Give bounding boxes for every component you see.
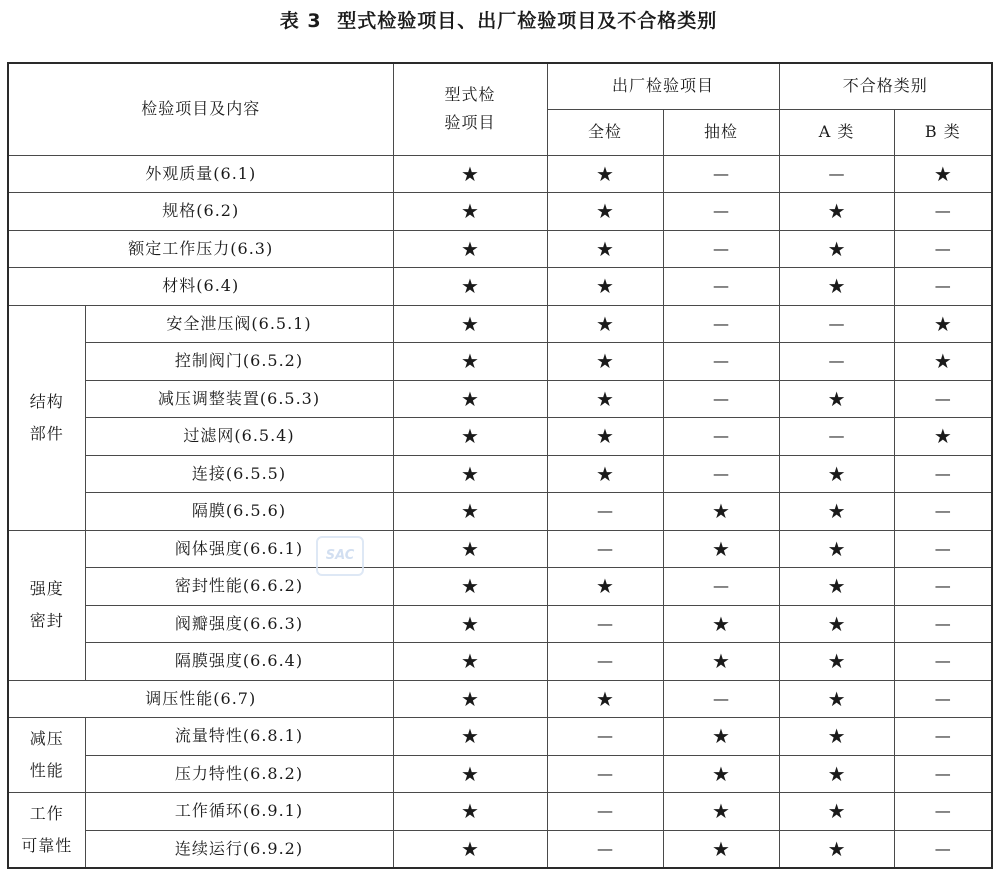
- table-title: [0, 6, 997, 36]
- full-inspection-cell: ★: [547, 305, 663, 343]
- group-label-line: 可靠性: [21, 835, 73, 855]
- item-name: 调压性能(6.7): [8, 680, 393, 718]
- class-a-cell: ★: [779, 455, 894, 493]
- sac-watermark: SAC: [316, 536, 364, 576]
- sample-inspection-cell: —: [663, 568, 779, 606]
- full-inspection-cell: —: [547, 793, 663, 831]
- item-name: 安全泄压阀(6.5.1): [85, 305, 393, 343]
- sample-inspection-cell: ★: [663, 718, 779, 756]
- full-inspection-cell: —: [547, 755, 663, 793]
- class-a-cell: ★: [779, 268, 894, 306]
- type-test-cell: ★: [393, 793, 547, 831]
- class-b-cell: —: [894, 605, 992, 643]
- group-label-work: [8, 793, 85, 868]
- item-name: 额定工作压力(6.3): [8, 230, 393, 268]
- class-b-cell: —: [894, 793, 992, 831]
- full-inspection-cell: —: [547, 605, 663, 643]
- type-test-cell: ★: [393, 230, 547, 268]
- class-a-cell: ★: [779, 568, 894, 606]
- table-row: [8, 380, 992, 418]
- class-a-cell: ★: [779, 755, 894, 793]
- type-test-cell: ★: [393, 193, 547, 231]
- class-b-cell: ★: [894, 155, 992, 193]
- class-b-cell: ★: [894, 418, 992, 456]
- full-inspection-cell: —: [547, 530, 663, 568]
- item-name: 外观质量(6.1): [8, 155, 393, 193]
- sample-inspection-cell: —: [663, 455, 779, 493]
- sample-inspection-cell: ★: [663, 643, 779, 681]
- group-label-line: 强度: [29, 579, 64, 598]
- sample-inspection-cell: —: [663, 380, 779, 418]
- sample-inspection-cell: —: [663, 680, 779, 718]
- type-test-cell: ★: [393, 643, 547, 681]
- item-name: 流量特性(6.8.1): [85, 718, 393, 756]
- type-test-cell: ★: [393, 755, 547, 793]
- header-type-test-line2: 验项目: [444, 113, 496, 133]
- class-a-cell: ★: [779, 680, 894, 718]
- class-a-cell: ★: [779, 193, 894, 231]
- class-b-cell: —: [894, 643, 992, 681]
- type-test-cell: ★: [393, 343, 547, 381]
- table-row: [8, 455, 992, 493]
- class-b-cell: —: [894, 230, 992, 268]
- full-inspection-cell: ★: [547, 230, 663, 268]
- group-label-structure: [8, 305, 85, 530]
- type-test-cell: ★: [393, 493, 547, 531]
- class-a-cell: ★: [779, 793, 894, 831]
- header-type-test: [393, 63, 547, 155]
- class-a-cell: —: [779, 305, 894, 343]
- class-b-cell: —: [894, 455, 992, 493]
- item-name: 隔膜(6.5.6): [85, 493, 393, 531]
- class-b-cell: —: [894, 380, 992, 418]
- group-label-line: 工作: [29, 803, 64, 823]
- class-b-cell: ★: [894, 305, 992, 343]
- class-a-cell: ★: [779, 830, 894, 868]
- header-class-b: B 类: [894, 109, 992, 155]
- item-name: 隔膜强度(6.6.4): [85, 643, 393, 681]
- sample-inspection-cell: —: [663, 230, 779, 268]
- group-label-line: 部件: [29, 423, 64, 443]
- type-test-cell: ★: [393, 155, 547, 193]
- group-label-strength: [8, 530, 85, 680]
- table-row: [8, 418, 992, 456]
- table-row: [8, 193, 992, 231]
- class-b-cell: —: [894, 568, 992, 606]
- table-row: [8, 605, 992, 643]
- item-name: 规格(6.2): [8, 193, 393, 231]
- class-a-cell: ★: [779, 643, 894, 681]
- type-test-cell: ★: [393, 530, 547, 568]
- sample-inspection-cell: —: [663, 343, 779, 381]
- sample-inspection-cell: ★: [663, 493, 779, 531]
- inspection-table: [7, 62, 993, 869]
- group-label-line: 减压: [29, 729, 64, 748]
- sample-inspection-cell: ★: [663, 530, 779, 568]
- table-row: [8, 680, 992, 718]
- full-inspection-cell: ★: [547, 268, 663, 306]
- type-test-cell: ★: [393, 680, 547, 718]
- full-inspection-cell: ★: [547, 193, 663, 231]
- item-name: 阀瓣强度(6.6.3): [85, 605, 393, 643]
- sample-inspection-cell: —: [663, 305, 779, 343]
- item-name: 阀体强度(6.6.1): [85, 530, 393, 568]
- type-test-cell: ★: [393, 380, 547, 418]
- full-inspection-cell: ★: [547, 418, 663, 456]
- class-a-cell: ★: [779, 530, 894, 568]
- table-row: [8, 755, 992, 793]
- item-name: 过滤网(6.5.4): [85, 418, 393, 456]
- group-label-line: 性能: [29, 761, 64, 780]
- full-inspection-cell: ★: [547, 380, 663, 418]
- table-row: [8, 830, 992, 868]
- full-inspection-cell: —: [547, 718, 663, 756]
- item-name: 连接(6.5.5): [85, 455, 393, 493]
- class-b-cell: ★: [894, 343, 992, 381]
- class-b-cell: —: [894, 830, 992, 868]
- sample-inspection-cell: —: [663, 193, 779, 231]
- full-inspection-cell: —: [547, 493, 663, 531]
- header-type-test-line1: 型式检: [444, 85, 496, 105]
- class-b-cell: —: [894, 530, 992, 568]
- table-row: [8, 493, 992, 531]
- class-a-cell: ★: [779, 493, 894, 531]
- sample-inspection-cell: —: [663, 155, 779, 193]
- type-test-cell: ★: [393, 418, 547, 456]
- full-inspection-cell: —: [547, 830, 663, 868]
- sample-inspection-cell: —: [663, 268, 779, 306]
- item-name: 控制阀门(6.5.2): [85, 343, 393, 381]
- full-inspection-cell: —: [547, 643, 663, 681]
- type-test-cell: ★: [393, 718, 547, 756]
- class-b-cell: —: [894, 680, 992, 718]
- group-label-reduce: [8, 718, 85, 793]
- type-test-cell: ★: [393, 605, 547, 643]
- item-name: 密封性能(6.6.2): [85, 568, 393, 606]
- table-row: [8, 568, 992, 606]
- table-row: [8, 530, 992, 568]
- header-class-a: A 类: [779, 109, 894, 155]
- table-row: [8, 230, 992, 268]
- header-item: 检验项目及内容: [8, 63, 393, 155]
- item-name: 材料(6.4): [8, 268, 393, 306]
- class-a-cell: ★: [779, 380, 894, 418]
- full-inspection-cell: ★: [547, 455, 663, 493]
- type-test-cell: ★: [393, 455, 547, 493]
- full-inspection-cell: ★: [547, 568, 663, 606]
- item-name: 工作循环(6.9.1): [85, 793, 393, 831]
- full-inspection-cell: ★: [547, 343, 663, 381]
- table-row: [8, 155, 992, 193]
- class-b-cell: —: [894, 493, 992, 531]
- sample-inspection-cell: ★: [663, 605, 779, 643]
- table-caption: 型式检验项目、出厂检验项目及不合格类别: [337, 10, 718, 32]
- table-row: [8, 268, 992, 306]
- type-test-cell: ★: [393, 305, 547, 343]
- table-row: [8, 793, 992, 831]
- class-b-cell: —: [894, 193, 992, 231]
- item-name: 连续运行(6.9.2): [85, 830, 393, 868]
- item-name: 减压调整装置(6.5.3): [85, 380, 393, 418]
- header-nonconform: 不合格类别: [779, 63, 992, 109]
- table-row: [8, 718, 992, 756]
- type-test-cell: ★: [393, 268, 547, 306]
- type-test-cell: ★: [393, 830, 547, 868]
- item-name: 压力特性(6.8.2): [85, 755, 393, 793]
- header-sample-inspection: 抽检: [663, 109, 779, 155]
- full-inspection-cell: ★: [547, 155, 663, 193]
- header-factory-test: 出厂检验项目: [547, 63, 779, 109]
- type-test-cell: ★: [393, 568, 547, 606]
- sample-inspection-cell: ★: [663, 793, 779, 831]
- class-b-cell: —: [894, 718, 992, 756]
- class-b-cell: —: [894, 755, 992, 793]
- class-a-cell: ★: [779, 718, 894, 756]
- group-label-line: 密封: [29, 611, 64, 630]
- class-a-cell: ★: [779, 230, 894, 268]
- table-row: [8, 643, 992, 681]
- sample-inspection-cell: —: [663, 418, 779, 456]
- table-row: [8, 343, 992, 381]
- sample-inspection-cell: ★: [663, 830, 779, 868]
- class-a-cell: ★: [779, 605, 894, 643]
- group-label-line: 结构: [29, 391, 64, 411]
- sample-inspection-cell: ★: [663, 755, 779, 793]
- table-row: [8, 305, 992, 343]
- class-b-cell: —: [894, 268, 992, 306]
- table-number: 表 3: [279, 10, 322, 32]
- class-a-cell: —: [779, 155, 894, 193]
- header-full-inspection: 全检: [547, 109, 663, 155]
- class-a-cell: —: [779, 418, 894, 456]
- class-a-cell: —: [779, 343, 894, 381]
- full-inspection-cell: ★: [547, 680, 663, 718]
